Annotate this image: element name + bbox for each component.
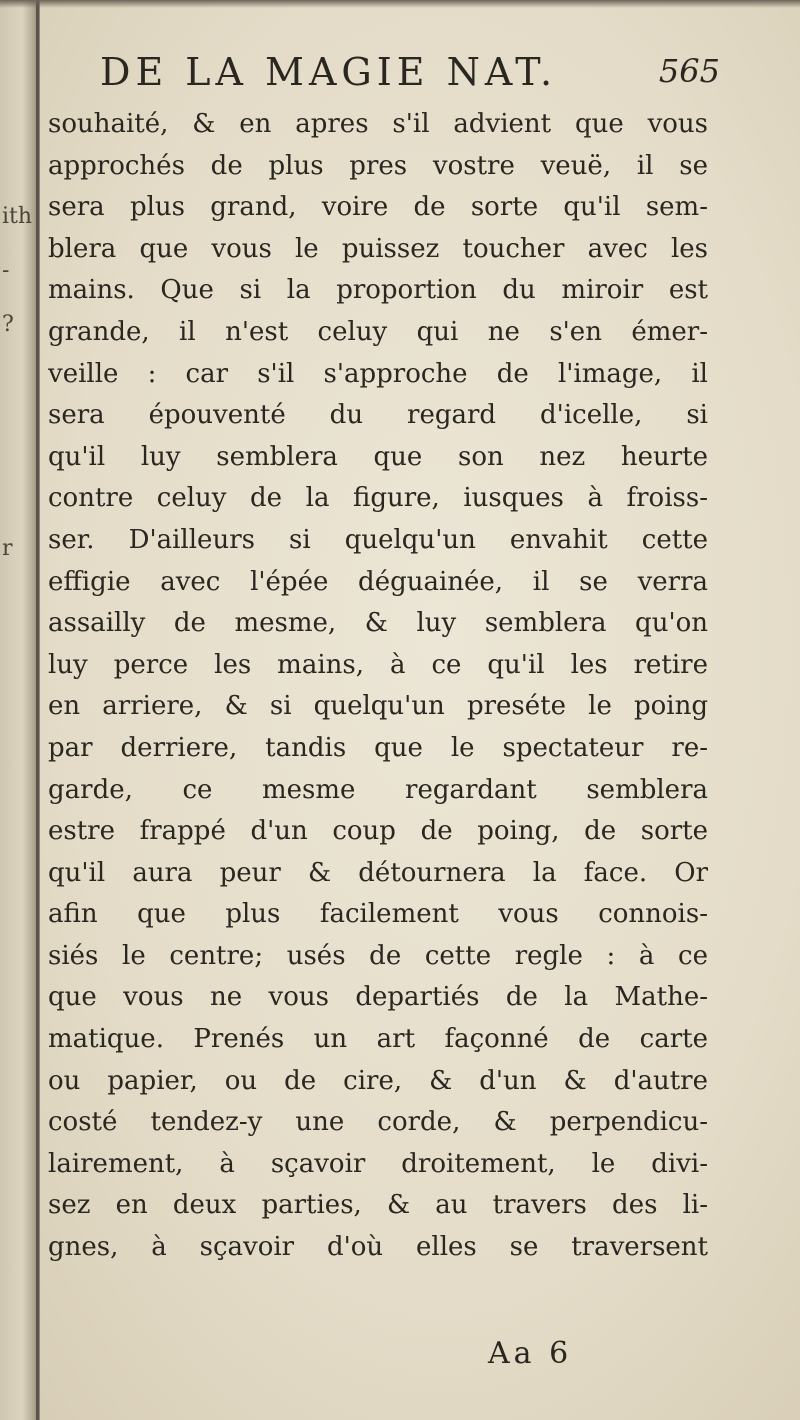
- gathering-signature: Aa 6: [488, 1336, 573, 1371]
- text-line: ou papier, ou de cire, & d'un & d'autre: [48, 1065, 708, 1096]
- page-number: 565: [658, 52, 720, 90]
- text-line: qu'il luy semblera que son nez heurte: [48, 441, 708, 472]
- margin-bleed-marks: [2, 190, 33, 576]
- text-line: en arriere, & si quelqu'un preséte le poing: [48, 691, 708, 722]
- margin-mark: ith: [2, 204, 33, 229]
- running-title: DE LA MAGIE NAT.: [100, 50, 558, 94]
- running-head: [100, 50, 720, 104]
- text-line: afin que plus facilement vous connois-: [48, 899, 708, 930]
- text-line: gnes, à sçavoir d'où elles se traversent: [48, 1232, 708, 1263]
- text-line: grande, il n'est celuy qui ne s'en émer-: [48, 316, 708, 347]
- text-line: garde, ce mesme regardant semblera: [48, 774, 708, 805]
- text-line: sera épouventé du regard d'icelle, si: [48, 400, 708, 431]
- text-line: sez en deux parties, & au travers des li-: [48, 1190, 708, 1221]
- text-line: lairement, à sçavoir droitement, le divi-: [48, 1148, 708, 1179]
- text-line: blera que vous le puissez toucher avec les: [48, 233, 708, 264]
- text-line: luy perce les mains, à ce qu'il les retire: [48, 649, 708, 680]
- margin-mark: -: [2, 258, 10, 283]
- margin-mark: r: [2, 536, 13, 561]
- text-line: contre celuy de la figure, iusques à froiss-: [48, 483, 708, 514]
- text-line: souhaité, & en apres s'il advient que vous: [48, 109, 708, 139]
- text-line: par derriere, tandis que le spectateur re-: [48, 732, 708, 763]
- text-line: effigie avec l'épée déguainée, il se verra: [48, 566, 708, 597]
- text-line: qu'il aura peur & détournera la face. Or: [48, 857, 708, 888]
- margin-mark: ?: [2, 312, 14, 337]
- text-line: estre frappé d'un coup de poing, de sorte: [48, 816, 708, 847]
- text-line: assailly de mesme, & luy semblera qu'on: [48, 608, 708, 639]
- body-text: [48, 104, 708, 1269]
- gutter-shadow-line: [36, 0, 39, 1420]
- text-line: veille : car s'il s'approche de l'image, il: [48, 358, 708, 389]
- text-line: approchés de plus pres vostre veuë, il se: [48, 150, 708, 181]
- text-line: que vous ne vous departiés de la Mathe-: [48, 982, 708, 1013]
- text-line: siés le centre; usés de cette regle : à ce: [48, 940, 708, 971]
- page-top-edge: [0, 0, 800, 8]
- text-line: sera plus grand, voire de sorte qu'il sem-: [48, 192, 708, 223]
- text-line: costé tendez-y une corde, & perpendicu-: [48, 1107, 708, 1138]
- text-line: mains. Que si la proportion du miroir est: [48, 275, 708, 306]
- text-line: ser. D'ailleurs si quelqu'un envahit cette: [48, 524, 708, 555]
- text-line: matique. Prenés un art façonné de carte: [48, 1024, 708, 1055]
